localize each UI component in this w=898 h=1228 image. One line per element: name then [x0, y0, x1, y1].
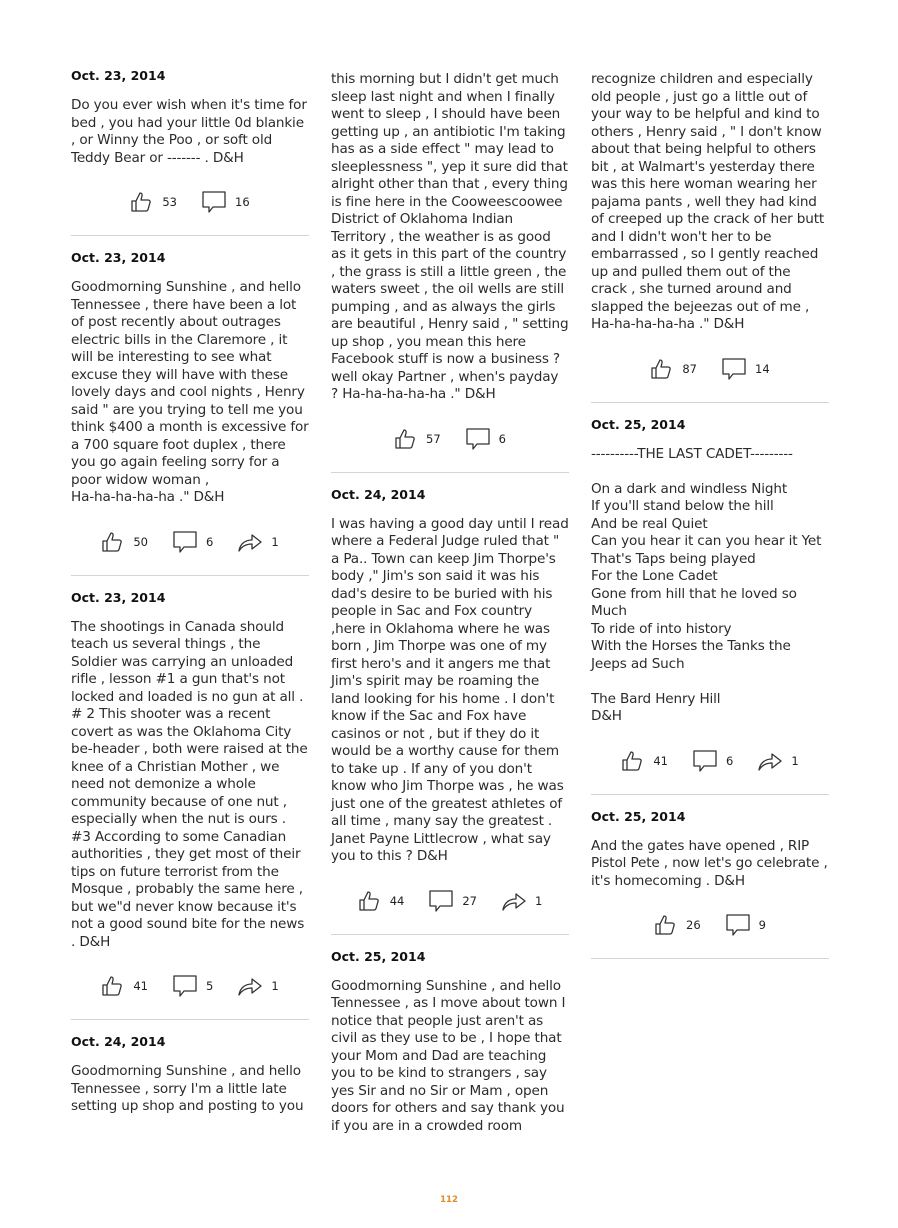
share-button[interactable]: [237, 530, 278, 554]
divider: [591, 958, 829, 959]
post-text: ----------THE LAST CADET--------- On a dark and windless Night If you'll stand below the hill And be real Quiet Can you hear it can you hear it Yet That's Taps being played For the Lone Cadet Gone from hill that he loved so Much To ride of into history With the Horses the Tanks the Jeeps ad Such The Bard Henry Hill D&H: [591, 445, 822, 724]
like-count: 26: [686, 918, 701, 932]
like-button[interactable]: [650, 357, 697, 381]
like-button[interactable]: [101, 530, 148, 554]
post: [71, 250, 309, 576]
comment-button[interactable]: [172, 974, 213, 998]
divider: [331, 472, 569, 473]
post-date: Oct. 23, 2014: [71, 68, 166, 83]
like-count: 50: [133, 534, 148, 549]
column-3: [591, 71, 829, 973]
post-date: Oct. 24, 2014: [331, 486, 426, 502]
comment-icon: [465, 427, 491, 451]
thumbs-up-icon: [101, 530, 125, 554]
like-button[interactable]: [394, 427, 441, 451]
comment-count: 14: [755, 361, 770, 376]
post: [331, 487, 569, 935]
post-actions: [591, 910, 829, 940]
post: [71, 590, 309, 1021]
divider: [591, 794, 829, 795]
like-button[interactable]: [101, 974, 148, 998]
post-text: recognize children and especially old people , just go a little out of your way to be helpful and kind to others , Henry said , " I don't know about that being helpful to others bit , at Walmart's yesterday there was this here woman wearing her pajama pants , well they had kind of creeped up the crack of her butt and I didn't won't her to be embarrassed , so I gently reached up and pulled them out of the crack , she turned around and slapped the bejeezas out of me , Ha-ha-ha-ha-ha ." D&H: [591, 71, 825, 332]
share-count: 1: [791, 753, 799, 768]
like-count: 87: [682, 361, 697, 376]
post: [71, 68, 309, 236]
thumbs-up-icon: [358, 889, 382, 913]
thumbs-up-icon: [654, 913, 678, 937]
like-count: 41: [133, 979, 148, 993]
thumbs-up-icon: [621, 749, 645, 773]
post-text: this morning but I didn't get much sleep last night and when I finally went to sleep , I should have been getting up , an antibiotic I'm taking has as a side effect " may lead to sleeplessness ", yep it sure did that alright other than that , every thing is fine here in the Cooweescoowee District of Oklahoma Indian Territory , the weather is as good as it gets in this part of the country , the grass is still a little green , the waters sweet , the oil wells are still pumping , and as always the girls are beautiful , Henry said , " setting up shop , you mean this here Facebook stuff is now a business ? well okay Partner , when's payday ? Ha-ha-ha-ha-ha ." D&H: [331, 71, 569, 402]
comment-count: 6: [205, 534, 214, 549]
thumbs-up-icon: [101, 974, 125, 998]
comment-button[interactable]: [201, 190, 250, 214]
divider: [71, 235, 309, 236]
share-count: 1: [271, 979, 279, 993]
comment-button[interactable]: [465, 427, 506, 451]
divider: [71, 575, 309, 576]
thumbs-up-icon: [130, 190, 154, 214]
post-date: Oct. 24, 2014: [71, 1034, 166, 1049]
post-text: Goodmorning Sunshine , and hello Tennessee , sorry I'm a little late setting up shop and posting to you: [71, 1063, 304, 1114]
thumbs-up-icon: [650, 357, 674, 381]
comment-icon: [725, 913, 751, 937]
post-text: I was having a good day until I read where a Federal Judge ruled that " a Pa.. Town can keep Jim Thorpe's body ," Jim's son said it was his dad's desire to be buried with his people in Sac and Fox country ,here in Oklahoma where he was born , Jim Thorpe was one of my first hero's and it angers me that Jim's spirit may be roaming the land looking for his home . I don't know if the Sac and Fox have casinos or not , but if they do it would be a worthy cause for them to take up . If any of you don't know who Jim Thorpe was , he was just one of the greatest athletes of all time , many say the greatest . Janet Payne Littlecrow , what say you to this ? D&H: [331, 515, 569, 864]
share-count: 1: [534, 893, 543, 908]
column-1: [71, 68, 309, 1116]
comment-button[interactable]: [172, 530, 213, 554]
like-button[interactable]: [358, 889, 405, 913]
share-button[interactable]: [757, 749, 798, 773]
post-date: Oct. 23, 2014: [71, 589, 166, 605]
post-date: Oct. 25, 2014: [591, 808, 686, 824]
post-text: The shootings in Canada should teach us several things , the Soldier was carrying an unloaded rifle , lesson #1 a gun that's not locked and loaded is no gun at all . # 2 This shooter was a recent covert as was the Oklahoma City be-header , both were raised at the knee of a Christian Mother , we need not demonize a whole community because of one nut , especially when the nut is ours . #3 According to some Canadian authorities , they get most of their tips on future terrorist from the Mosque , probably the same here , but we"d never know because it's not a good sound bite for the news . D&H: [71, 618, 308, 950]
post-text: Goodmorning Sunshine , and hello Tennessee , there have been a lot of post recently about outrages electric bills in the Claremore , it will be interesting to see what excuse they will have with these lovely days and cool nights , Henry said " are you trying to tell me you think $400 a month is excessive for a 700 square foot duplex , there you go again feeling sorry for a poor widow woman , Ha-ha-ha-ha-ha ." D&H: [71, 279, 309, 505]
post-actions: [71, 971, 309, 1001]
comment-icon: [172, 974, 198, 998]
comment-count: 5: [205, 979, 214, 993]
share-icon: [501, 889, 527, 913]
column-2: [331, 71, 569, 1135]
share-count: 1: [271, 534, 279, 549]
share-icon: [237, 530, 263, 554]
comment-count: 27: [462, 893, 477, 908]
post: [591, 809, 829, 960]
comment-icon: [721, 357, 747, 381]
post-actions: [591, 746, 829, 776]
page-number: 112: [440, 1195, 458, 1205]
post-text: Goodmorning Sunshine , and hello Tennessee , as I move about town I notice that people just aren't as civil as they use to be , I hope that your Mom and Dad are teaching you to be kind to strangers , say yes Sir and no Sir or Mam , open doors for others and say thank you if you are in a crowded room: [331, 977, 566, 1134]
post-text: Do you ever wish when it's time for bed , you had your little 0d blankie , or Winny the Poo , or soft old Teddy Bear or ------- . D&H: [71, 97, 307, 166]
like-count: 53: [162, 195, 177, 209]
like-button[interactable]: [130, 190, 177, 214]
divider: [331, 934, 569, 935]
like-button[interactable]: [654, 913, 701, 937]
post: [71, 1034, 309, 1116]
post-actions: [591, 354, 829, 384]
post: [591, 417, 829, 795]
like-count: 44: [389, 893, 405, 908]
like-count: 57: [426, 431, 441, 446]
comment-icon: [428, 889, 454, 913]
share-button[interactable]: [237, 974, 278, 998]
post-date: Oct. 23, 2014: [71, 250, 166, 265]
post-actions: [331, 886, 569, 916]
post: [591, 71, 829, 403]
comment-icon: [692, 749, 718, 773]
post-actions: [71, 187, 309, 217]
share-icon: [237, 974, 263, 998]
post: [331, 71, 569, 473]
comment-count: 16: [235, 195, 250, 209]
comment-count: 9: [758, 918, 766, 932]
post-date: Oct. 25, 2014: [331, 948, 426, 964]
post-actions: [331, 424, 569, 454]
share-button[interactable]: [501, 889, 542, 913]
comment-button[interactable]: [721, 357, 770, 381]
post: [331, 949, 569, 1136]
divider: [71, 1019, 309, 1020]
post-actions: [71, 527, 309, 557]
comment-icon: [172, 530, 198, 554]
post-date: Oct. 25, 2014: [591, 416, 686, 432]
comment-icon: [201, 190, 227, 214]
thumbs-up-icon: [394, 427, 418, 451]
comment-button[interactable]: [428, 889, 477, 913]
comment-button[interactable]: [692, 749, 733, 773]
like-button[interactable]: [621, 749, 668, 773]
comment-button[interactable]: [725, 913, 766, 937]
comment-count: 6: [498, 431, 506, 446]
share-icon: [757, 749, 783, 773]
divider: [591, 402, 829, 403]
like-count: 41: [653, 753, 668, 768]
comment-count: 6: [725, 753, 734, 768]
post-text: And the gates have opened , RIP Pistol Pete , now let's go celebrate , it's homecoming . D&H: [591, 837, 828, 889]
